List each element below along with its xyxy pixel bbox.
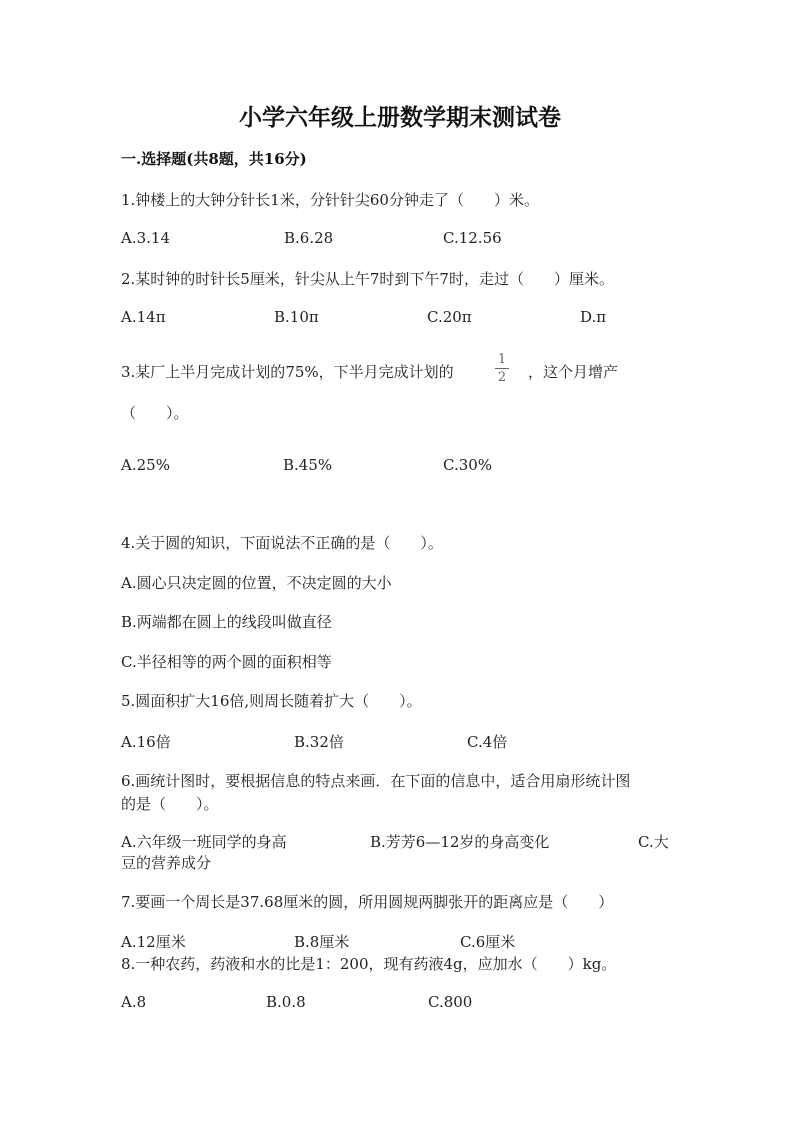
- question-6: 6.画统计图时，要根据信息的特点来画．在下面的信息中，适合用扇形统计图: [121, 772, 631, 790]
- q4-option-c: C.半径相等的两个圆的面积相等: [121, 653, 332, 671]
- q5-option-b: B.32倍: [294, 733, 344, 751]
- q8-option-c: C.800: [428, 993, 473, 1011]
- question-1: 1.钟楼上的大钟分针长1米，分针针尖60分钟走了（ ）米。: [121, 191, 539, 209]
- question-4: 4.关于圆的知识，下面说法不正确的是（ ）。: [121, 534, 443, 552]
- page-title: 小学六年级上册数学期末测试卷: [239, 104, 561, 131]
- question-8: 8.一种农药，药液和水的比是1：200，现有药液4g，应加水（ ）kg。: [121, 955, 617, 973]
- q3-option-a: A.25%: [121, 456, 170, 474]
- question-3-line-2: （ ）。: [121, 404, 189, 422]
- section-heading: 一.选择题(共8题，共16分): [121, 150, 307, 168]
- q5-option-c: C.4倍: [467, 733, 508, 751]
- q6-option-b: B.芳芳6—12岁的身高变化: [370, 833, 550, 851]
- q3-option-c: C.30%: [443, 456, 493, 474]
- q4-option-b: B.两端都在圆上的线段叫做直径: [121, 613, 332, 631]
- question-2: 2.某时钟的时针长5厘米，针尖从上午7时到下午7时，走过（ ）厘米。: [121, 270, 614, 288]
- question-3: 3.某厂上半月完成计划的75%，下半月完成计划的: [121, 363, 454, 381]
- q5-option-a: A.16倍: [121, 733, 171, 751]
- q8-option-b: B.0.8: [266, 993, 306, 1011]
- q8-option-a: A.8: [121, 993, 147, 1011]
- q1-option-b: B.6.28: [284, 229, 334, 247]
- question-5: 5.圆面积扩大16倍,则周长随着扩大（ ）。: [121, 692, 422, 710]
- q6-option-a: A.六年级一班同学的身高: [121, 833, 287, 851]
- fraction-numerator: 1: [497, 352, 507, 367]
- q3-option-b: B.45%: [283, 456, 333, 474]
- question-6-line-2: 的是（ ）。: [121, 795, 219, 813]
- q6-option-c: C.大: [638, 833, 669, 851]
- q7-option-b: B.8厘米: [294, 933, 350, 951]
- fraction-one-half: [493, 353, 511, 385]
- q6-option-c-continued: 豆的营养成分: [121, 854, 212, 872]
- question-7: 7.要画一个周长是37.68厘米的圆，所用圆规两脚张开的距离应是（ ）: [121, 893, 614, 911]
- q7-option-a: A.12厘米: [121, 933, 186, 951]
- q2-option-d: D.π: [580, 308, 607, 326]
- q2-option-c: C.20π: [427, 308, 472, 326]
- q4-option-a: A.圆心只决定圆的位置，不决定圆的大小: [121, 574, 392, 592]
- q1-option-a: A.3.14: [121, 229, 170, 247]
- q2-option-a: A.14π: [121, 308, 166, 326]
- question-3-continued: ，这个月增产: [528, 363, 619, 381]
- fraction-bar: [495, 368, 509, 369]
- fraction-denominator: 2: [497, 370, 507, 385]
- q1-option-c: C.12.56: [443, 229, 502, 247]
- q2-option-b: B.10π: [274, 308, 319, 326]
- q7-option-c: C.6厘米: [460, 933, 516, 951]
